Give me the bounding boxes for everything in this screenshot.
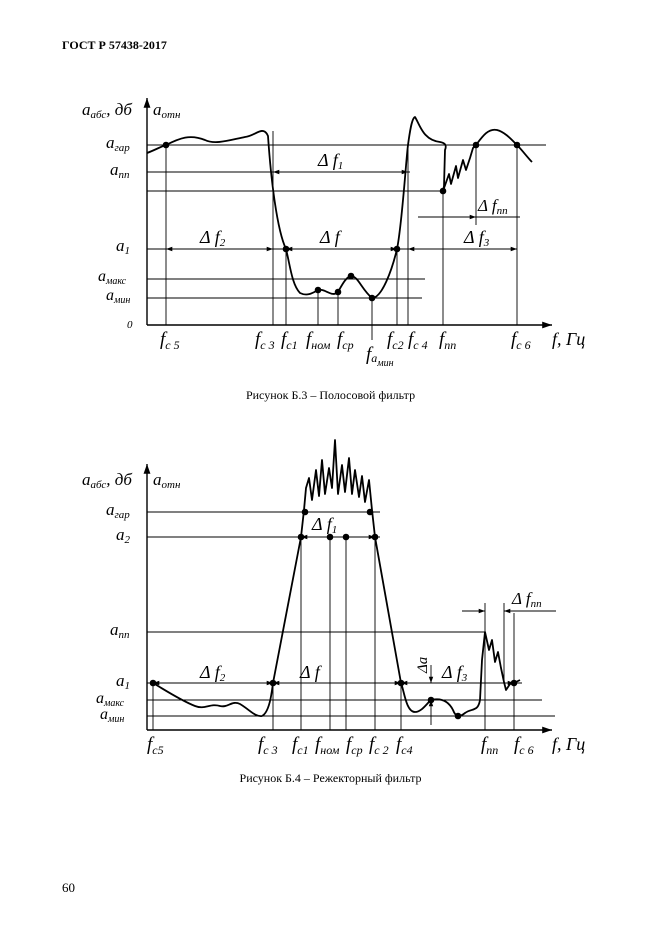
fig1-level-label-max: aмакс xyxy=(98,268,127,287)
fig2-dot-gar-left xyxy=(302,509,309,516)
fig1-dot-fpp-right xyxy=(473,142,480,149)
fig2-freq-label-c4: $f_{c4}$ xyxy=(396,734,413,757)
fig2-level-label-pp: aпп xyxy=(110,620,130,641)
fig2-delta-f1-label: Δ f1 xyxy=(312,514,338,536)
fig1-delta-f1-label: Δ f1 xyxy=(318,150,344,172)
fig1-dot-max xyxy=(348,273,355,280)
fig1-dot-min xyxy=(369,295,376,302)
fig1-y-axis-rel-title: aотн xyxy=(153,100,181,121)
fig1-freq-label-c6: $f_{c 6}$ xyxy=(511,329,531,352)
notch-figure xyxy=(82,440,585,757)
fig1-y-axis-title: aабс, дб xyxy=(82,100,132,121)
fig2-freq-label-c2: $f_{c 2}$ xyxy=(369,734,389,757)
fig2-level-label-gar: aгар xyxy=(106,500,130,521)
fig2-x-axis-title: f, Гц xyxy=(552,734,586,754)
fig2-level-label-a2: a2 xyxy=(116,525,130,546)
fig2-dot-c5 xyxy=(150,680,157,687)
fig1-dot-nom xyxy=(315,287,322,294)
fig1-freq-label-c4: $f_{c 4}$ xyxy=(408,329,428,352)
fig2-freq-label-pp: $f_{пп}$ xyxy=(481,734,499,757)
fig2-delta-fpp-label: Δ fпп xyxy=(512,589,542,610)
fig1-level-label-pp: aпп xyxy=(110,160,130,181)
fig1-freq-label-amin: $fa_{мин}$ xyxy=(366,344,394,369)
fig1-dot-c1 xyxy=(283,246,290,253)
fig1-delta-fpp-label: Δ fпп xyxy=(478,196,508,217)
fig2-dot-gar-right xyxy=(367,509,374,516)
fig1-freq-label-pp: $f_{пп}$ xyxy=(439,329,457,352)
fig1-freq-label-c5: $f_{c 5}$ xyxy=(160,329,180,352)
fig2-dot-sr xyxy=(343,534,350,541)
fig2-level-label-max: aмакс xyxy=(96,690,125,709)
bandpass-figure xyxy=(82,98,585,369)
fig1-delta-f-label: Δ f xyxy=(320,227,340,247)
fig1-freq-label-c2: $f_{c2}$ xyxy=(387,329,404,352)
fig2-freq-label-sr: $f_{ср}$ xyxy=(346,734,363,757)
figure1-caption: Рисунок Б.3 – Полосовой фильтр xyxy=(245,388,416,402)
fig2-dot-c4 xyxy=(398,680,405,687)
fig2-delta-f3-label: Δ f3 xyxy=(442,662,468,684)
fig1-level-label-gar: aгар xyxy=(106,133,130,154)
fig2-dot-c6 xyxy=(511,680,518,687)
fig2-freq-label-nom: $f_{ном}$ xyxy=(315,734,340,757)
fig1-freq-label-c1: $f_{c1}$ xyxy=(281,329,298,352)
fig2-dot-min xyxy=(455,713,462,720)
fig2-level-label-a1: a1 xyxy=(116,671,130,692)
fig1-dot-sr xyxy=(335,289,342,296)
fig1-dot-c5 xyxy=(163,142,170,149)
fig1-delta-f3-label: Δ f3 xyxy=(464,227,490,249)
fig1-origin-label: 0 xyxy=(127,319,133,331)
fig2-dot-max xyxy=(428,697,435,704)
fig2-delta-f-label: Δ f xyxy=(300,662,320,682)
fig2-dot-c1 xyxy=(298,534,305,541)
fig1-dot-c2 xyxy=(394,246,401,253)
figure2-caption: Рисунок Б.4 – Режекторный фильтр xyxy=(239,771,422,785)
fig1-dot-pp xyxy=(440,188,447,195)
standard-header: ГОСТ Р 57438-2017 xyxy=(62,38,167,52)
fig2-freq-label-c1: $f_{c1}$ xyxy=(292,734,309,757)
fig1-delta-f2-label: Δ f2 xyxy=(200,227,226,249)
fig2-delta-f2-label: Δ f2 xyxy=(200,662,226,684)
fig2-freq-label-c3: $f_{c 3}$ xyxy=(258,734,278,757)
fig2-freq-label-c5: $f_{c5}$ xyxy=(147,734,164,757)
fig2-y-axis-rel-title: aотн xyxy=(153,470,181,491)
fig1-level-label-a1: a1 xyxy=(116,236,130,257)
fig2-freq-label-c6: $f_{c 6}$ xyxy=(514,734,534,757)
fig1-freq-label-sr: $f_{ср}$ xyxy=(337,329,354,352)
fig2-dot-c2 xyxy=(372,534,379,541)
fig2-y-axis-title: aабс, дб xyxy=(82,470,132,491)
fig1-dot-c6 xyxy=(514,142,521,149)
fig2-level-label-min: aмин xyxy=(100,706,125,725)
page-number: 60 xyxy=(62,880,75,895)
fig1-x-axis-title: f, Гц xyxy=(552,329,586,349)
fig1-freq-label-nom: $f_{ном}$ xyxy=(306,329,331,352)
fig2-delta-a-label: Δa xyxy=(415,656,431,673)
fig1-level-label-min: aмин xyxy=(106,287,131,306)
fig1-freq-label-c3: $f_{c 3}$ xyxy=(255,329,275,352)
fig2-dot-c3 xyxy=(270,680,277,687)
